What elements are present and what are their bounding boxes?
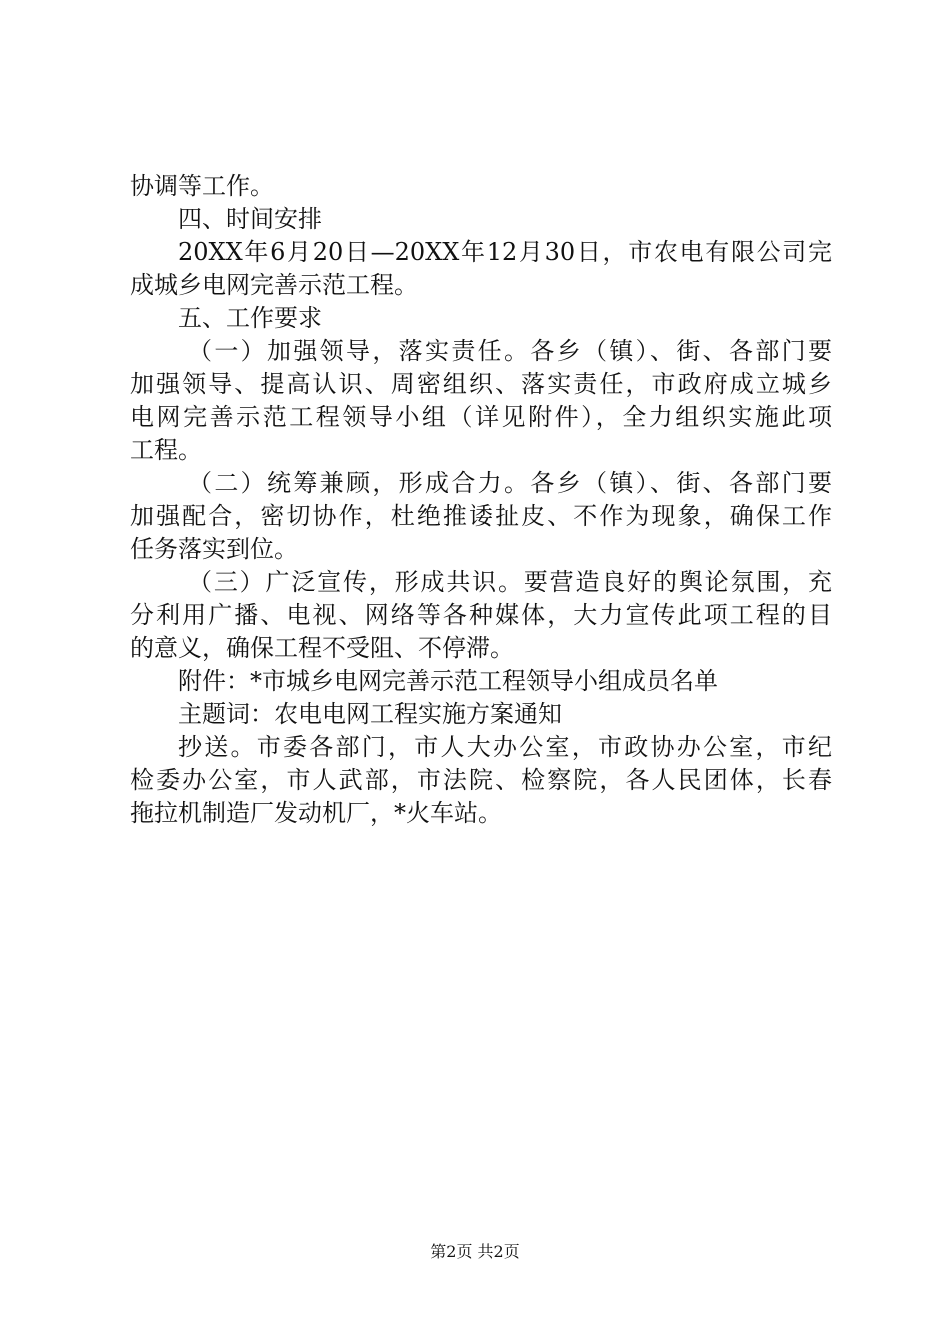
text-line: 20XX年6月20日—20XX年12月30日，市农电有限公司完	[178, 238, 832, 266]
text-line: 电网完善示范工程领导小组（详见附件），全力组织实施此项	[130, 403, 832, 431]
document-body	[130, 170, 832, 830]
attachment-line: 附件：*市城乡电网完善示范工程领导小组成员名单	[178, 667, 718, 695]
section-heading: 五、工作要求	[178, 304, 322, 332]
text-line: 的意义，确保工程不受阻、不停滞。	[130, 634, 514, 662]
cc-line: 抄送。市委各部门，市人大办公室，市政协办公室，市纪	[178, 733, 832, 761]
text-line: 加强配合，密切协作，杜绝推诿扯皮、不作为现象，确保工作	[130, 502, 832, 530]
text-line: 协调等工作。	[130, 172, 274, 200]
text-line: （一）加强领导，落实责任。各乡（镇）、街、各部门要	[188, 337, 832, 365]
section-heading: 四、时间安排	[178, 205, 322, 233]
page-number-footer: 第2页 共2页	[430, 1242, 520, 1261]
text-line: 成城乡电网完善示范工程。	[130, 271, 418, 299]
text-line: 任务落实到位。	[130, 535, 298, 563]
text-line: 拖拉机制造厂发动机厂，*火车站。	[130, 799, 502, 827]
text-line: 加强领导、提高认识、周密组织、落实责任，市政府成立城乡	[130, 370, 832, 398]
text-line: （二）统筹兼顾，形成合力。各乡（镇）、街、各部门要	[188, 469, 832, 497]
text-line: 分利用广播、电视、网络等各种媒体，大力宣传此项工程的目	[130, 601, 832, 629]
text-line: （三）广泛宣传，形成共识。要营造良好的舆论氛围，充	[188, 568, 832, 596]
text-line: 检委办公室，市人武部，市法院、检察院，各人民团体，长春	[130, 766, 832, 794]
subject-keywords-line: 主题词：农电电网工程实施方案通知	[178, 700, 562, 728]
text-line: 工程。	[130, 436, 202, 464]
